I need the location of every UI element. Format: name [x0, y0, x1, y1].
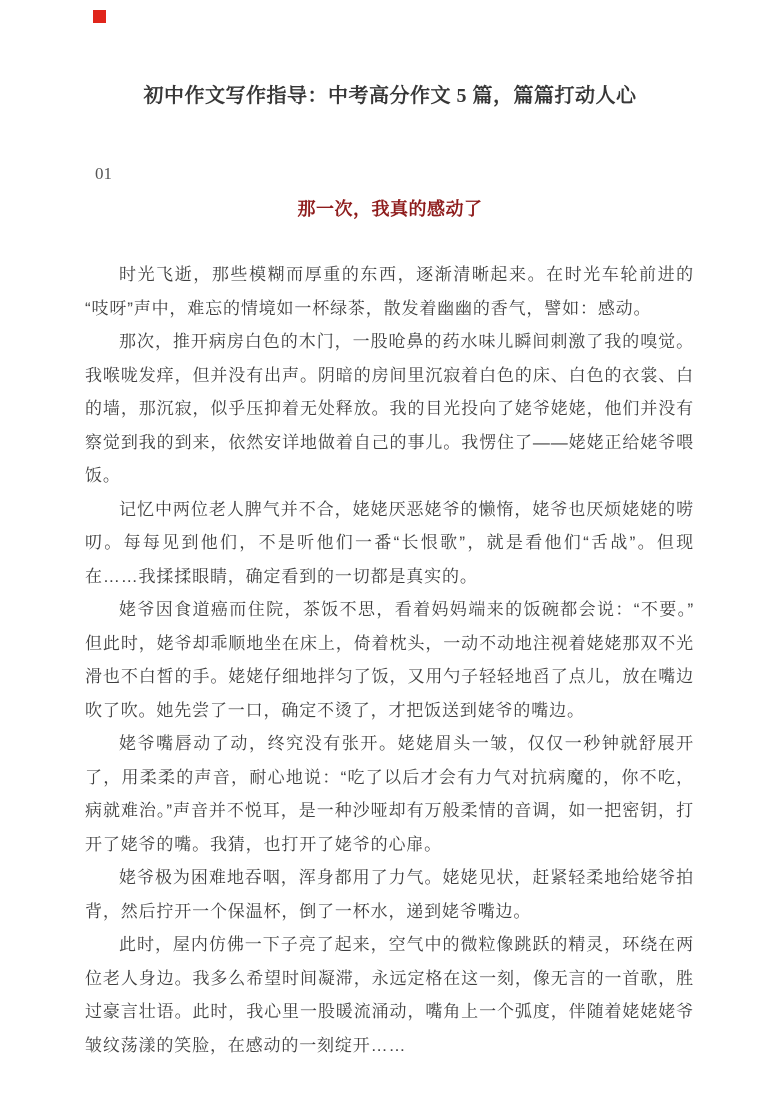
document-title: 初中作文写作指导：中考高分作文 5 篇，篇篇打动人心: [143, 85, 637, 107]
essay-paragraph: 姥爷极为困难地吞咽，浑身都用了力气。姥姥见状，赶紧轻柔地给姥爷拍背，然后拧开一个保温杯，倒了一杯水，递到姥爷嘴边。: [85, 868, 694, 921]
essay-paragraph: 姥爷因食道癌而住院，茶饭不思，看着妈妈端来的饭碗都会说：“不要。”但此时，姥爷却乖顺地坐在床上，倚着枕头，一动不动地注视着姥姥那双不光滑也不白皙的手。姥姥仔细地拌匀了饭，又用勺子轻轻地舀了点儿，放在嘴边吹了吹。她先尝了一口，确定不烫了，才把饭送到姥爷的嘴边。: [85, 600, 694, 720]
essay-paragraph: 姥爷嘴唇动了动，终究没有张开。姥姥眉头一皱，仅仅一秒钟就舒展开了，用柔柔的声音，耐心地说：“吃了以后才会有力气对抗病魔的，你不吃，病就难治。”声音并不悦耳，是一种沙哑却有万般柔情的音调，如一把密钥，打开了姥爷的嘴。我猜，也打开了姥爷的心扉。: [85, 734, 694, 854]
section-number: 01: [95, 164, 112, 183]
essay-paragraph: 那次，推开病房白色的木门，一股呛鼻的药水味儿瞬间刺激了我的嗅觉。我喉咙发痒，但并没有出声。阴暗的房间里沉寂着白色的床、白色的衣裳、白的墙，那沉寂，似乎压抑着无处释放。我的目光投向了姥爷姥姥，他们并没有察觉到我的到来，依然安详地做着自己的事儿。我愣住了——姥姥正给姥爷喂饭。: [85, 332, 694, 485]
essay-paragraph: 记忆中两位老人脾气并不合，姥姥厌恶姥爷的懒惰，姥爷也厌烦姥姥的唠叨。每每见到他们，不是听他们一番“长恨歌”，就是看他们“舌战”。但现在……我揉揉眼睛，确定看到的一切都是真实的。: [85, 499, 694, 586]
essay-paragraph: 此时，屋内仿佛一下子亮了起来，空气中的微粒像跳跃的精灵，环绕在两位老人身边。我多么希望时间凝滞，永远定格在这一刻，像无言的一首歌，胜过豪言壮语。此时，我心里一股暖流涌动，嘴角上一个弧度，伴随着姥姥姥爷皱纹荡漾的笑脸，在感动的一刻绽开……: [85, 935, 694, 1055]
essay-title: 那一次，我真的感动了: [297, 199, 483, 219]
red-marker-square: [93, 10, 106, 23]
essay-paragraph: 时光飞逝，那些模糊而厚重的东西，逐渐清晰起来。在时光车轮前进的“吱呀”声中，难忘的情境如一杯绿茶，散发着幽幽的香气，譬如：感动。: [85, 265, 694, 318]
essay-body: [85, 258, 694, 1062]
